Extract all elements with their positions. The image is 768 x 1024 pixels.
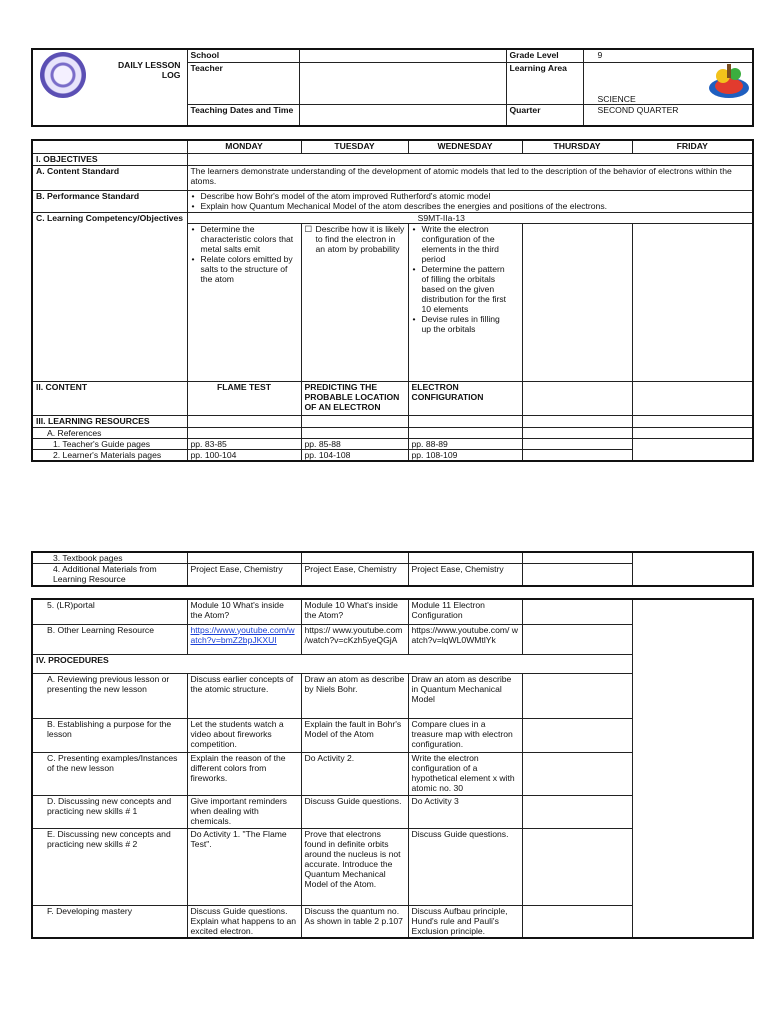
teaching-dates-field[interactable] bbox=[299, 104, 506, 126]
performance-standard-label: B. Performance Standard bbox=[32, 190, 187, 212]
content-monday: FLAME TEST bbox=[187, 381, 301, 415]
portal-tuesday: Module 10 What's inside the Atom? bbox=[301, 599, 408, 624]
youtube-link-tuesday: https:// www.youtube.com /watch?v=cKzh5yeQGjA bbox=[301, 624, 408, 654]
additional-monday: Project Ease, Chemistry bbox=[187, 564, 301, 586]
quarter-label: Quarter bbox=[506, 104, 583, 126]
procedure-label-b: B. Establishing a purpose for the lesson bbox=[32, 718, 187, 752]
days-header-blank bbox=[32, 140, 187, 153]
procedure-label-d: D. Discussing new concepts and practicing new skills # 1 bbox=[32, 795, 187, 828]
header-table bbox=[31, 48, 754, 127]
procedure-a-monday: Discuss earlier concepts of the atomic structure. bbox=[187, 673, 301, 718]
lesson-table-part3 bbox=[31, 598, 754, 939]
day-tuesday: TUESDAY bbox=[301, 140, 408, 153]
procedure-e-tuesday: Prove that electrons found in definite orbits around the nucleus is not accurate. Introduce the Quantum Mechanical Model of the Atom. bbox=[301, 828, 408, 905]
procedure-b-monday: Let the students watch a video about fireworks competition. bbox=[187, 718, 301, 752]
tg-monday: pp. 83-85 bbox=[187, 438, 301, 449]
teacher-label: Teacher bbox=[187, 62, 299, 104]
school-label: School bbox=[187, 49, 299, 62]
lm-wednesday: pp. 108-109 bbox=[408, 449, 522, 461]
procedure-b-wednesday: Compare clues in a treasure map with electron configuration. bbox=[408, 718, 522, 752]
competency-wednesday-item: • Determine the pattern of filling the orbitals based on the given distribution for the first 10 elements bbox=[412, 264, 511, 314]
procedure-c-monday: Explain the reason of the different colors from fireworks. bbox=[187, 752, 301, 795]
competency-monday-item: • Determine the characteristic colors that metal salts emit bbox=[191, 224, 298, 254]
competency-code: S9MT-IIa-13 bbox=[187, 212, 753, 223]
procedure-d-monday: Give important reminders when dealing with chemicals. bbox=[187, 795, 301, 828]
lr-portal-label: 5. (LR)portal bbox=[32, 599, 187, 624]
content-heading: II. CONTENT bbox=[32, 381, 187, 415]
day-wednesday: WEDNESDAY bbox=[408, 140, 522, 153]
procedure-label-a: A. Reviewing previous lesson or presenting the new lesson bbox=[32, 673, 187, 718]
learning-area-field[interactable]: SCIENCE bbox=[583, 62, 753, 104]
learners-materials-label: 2. Learner's Materials pages bbox=[32, 449, 187, 461]
other-resource-label: B. Other Learning Resource bbox=[32, 624, 187, 654]
learning-resources-heading: III. LEARNING RESOURCES bbox=[32, 415, 187, 427]
procedure-f-wednesday: Discuss Aufbau principle, Hund's rule and Pauli's Exclusion principle. bbox=[408, 905, 522, 938]
procedure-c-wednesday: Write the electron configuration of a hypothetical element x with atomic no. 30 bbox=[408, 752, 522, 795]
quarter-field[interactable]: SECOND QUARTER bbox=[583, 104, 753, 126]
performance-standard-item: • Describe how Bohr's model of the atom improved Rutherford's atomic model bbox=[191, 191, 750, 201]
procedure-a-wednesday: Draw an atom as describe in Quantum Mechanical Model bbox=[408, 673, 522, 718]
school-field[interactable] bbox=[299, 49, 506, 62]
learning-area-label: Learning Area bbox=[506, 62, 583, 104]
procedure-label-c: C. Presenting examples/Instances of the new lesson bbox=[32, 752, 187, 795]
grade-level-field[interactable]: 9 bbox=[583, 49, 753, 62]
checkbox-icon: ☐ bbox=[304, 223, 313, 234]
procedures-heading: IV. PROCEDURES bbox=[32, 654, 632, 673]
procedure-c-tuesday: Do Activity 2. bbox=[301, 752, 408, 795]
additional-tuesday: Project Ease, Chemistry bbox=[301, 564, 408, 586]
youtube-link-monday[interactable]: https://www.youtube.com/watch?v=bmZ2bpJKXUI bbox=[190, 624, 295, 645]
procedure-label-e: E. Discussing new concepts and practicing new skills # 2 bbox=[32, 828, 187, 905]
dll-title-line1: DAILY LESSON bbox=[117, 60, 181, 70]
references-label: A. References bbox=[32, 427, 187, 438]
textbook-pages-label: 3. Textbook pages bbox=[32, 552, 187, 564]
tg-tuesday: pp. 85-88 bbox=[301, 438, 408, 449]
competency-wednesday-item: • Write the electron configuration of the elements in the third period bbox=[412, 224, 511, 264]
procedure-d-tuesday: Discuss Guide questions. bbox=[301, 795, 408, 828]
teacher-field[interactable] bbox=[299, 62, 506, 104]
day-friday: FRIDAY bbox=[632, 140, 753, 153]
content-tuesday: PREDICTING THE PROBABLE LOCATION OF AN ELECTRON bbox=[301, 381, 408, 415]
youtube-link-wednesday: https://www.youtube.com/ watch?v=lqWL0WMtlYk bbox=[408, 624, 522, 654]
grade-level-label: Grade Level bbox=[506, 49, 583, 62]
day-monday: MONDAY bbox=[187, 140, 301, 153]
procedure-e-monday: Do Activity 1. "The Flame Test". bbox=[187, 828, 301, 905]
lesson-table-part1 bbox=[31, 139, 754, 462]
lm-tuesday: pp. 104-108 bbox=[301, 449, 408, 461]
tg-wednesday: pp. 88-89 bbox=[408, 438, 522, 449]
procedure-a-tuesday: Draw an atom as describe by Niels Bohr. bbox=[301, 673, 408, 718]
competency-label: C. Learning Competency/Objectives bbox=[32, 212, 187, 381]
dll-title-line2: LOG bbox=[161, 70, 181, 80]
procedure-e-wednesday: Discuss Guide questions. bbox=[408, 828, 522, 905]
procedure-f-monday: Discuss Guide questions. Explain what happens to an excited electron. bbox=[187, 905, 301, 938]
performance-standard-item: • Explain how Quantum Mechanical Model of the atom describes the energies and positions of the electrons. bbox=[191, 201, 750, 211]
procedure-b-tuesday: Explain the fault in Bohr's Model of the Atom bbox=[301, 718, 408, 752]
lm-monday: pp. 100-104 bbox=[187, 449, 301, 461]
additional-materials-label: 4. Additional Materials from Learning Resource bbox=[32, 564, 187, 586]
competency-wednesday-item: • Devise rules in filling up the orbitals bbox=[412, 314, 511, 334]
content-wednesday: ELECTRON CONFIGURATION bbox=[408, 381, 522, 415]
lesson-table-part2 bbox=[31, 551, 754, 587]
additional-wednesday: Project Ease, Chemistry bbox=[408, 564, 522, 586]
content-standard-label: A. Content Standard bbox=[32, 165, 187, 190]
content-standard-text: The learners demonstrate understanding of the development of atomic models that led to the description of the behavior of electrons within the atoms. bbox=[187, 165, 753, 190]
teachers-guide-label: 1. Teacher's Guide pages bbox=[32, 438, 187, 449]
competency-tuesday: Describe how it is likely to find the electron in an atom by probability bbox=[315, 223, 405, 254]
competency-monday-item: • Relate colors emitted by salts to the structure of the atom bbox=[191, 254, 298, 284]
procedure-label-f: F. Developing mastery bbox=[32, 905, 187, 938]
procedure-f-tuesday: Discuss the quantum no. As shown in table 2 p.107 bbox=[301, 905, 408, 938]
objectives-heading: I. OBJECTIVES bbox=[32, 153, 187, 165]
day-thursday: THURSDAY bbox=[522, 140, 632, 153]
procedure-d-wednesday: Do Activity 3 bbox=[408, 795, 522, 828]
portal-monday: Module 10 What's inside the Atom? bbox=[187, 599, 301, 624]
portal-wednesday: Module 11 Electron Configuration bbox=[408, 599, 522, 624]
teaching-dates-label: Teaching Dates and Time bbox=[187, 104, 299, 126]
